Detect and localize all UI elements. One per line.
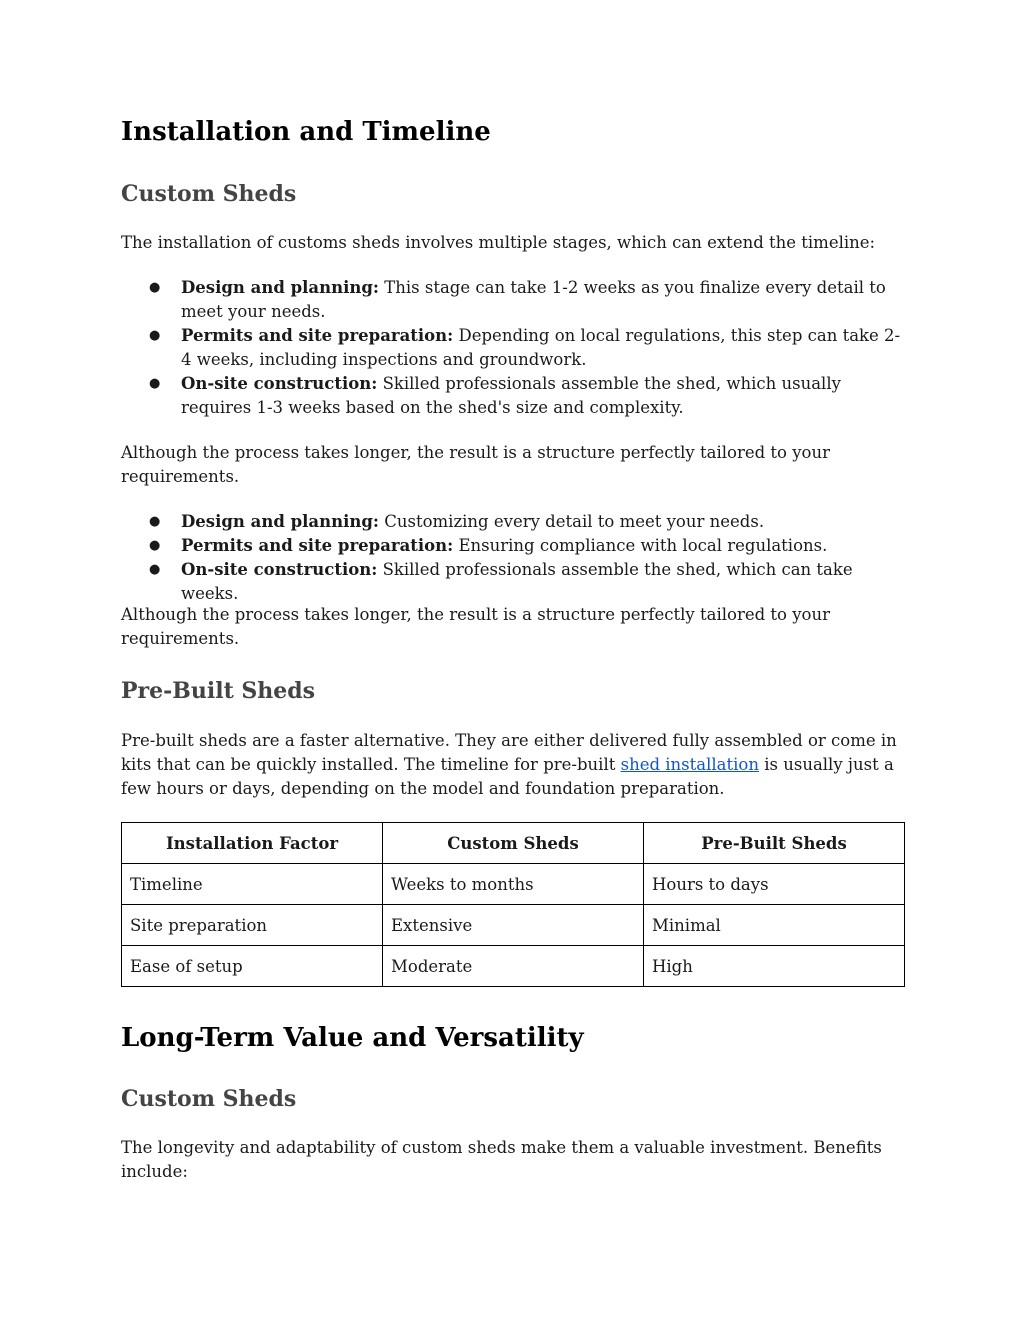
stages-list bbox=[121, 276, 905, 420]
table-cell: Weeks to months bbox=[383, 864, 644, 905]
list-item bbox=[121, 324, 905, 372]
stage-label: Permits and site preparation: bbox=[181, 536, 454, 555]
stages-short-list bbox=[121, 510, 905, 606]
stage-text: This stage can take 1-2 weeks as you finalize every detail to meet your needs. bbox=[181, 278, 886, 321]
stage-text: Skilled professionals assemble the shed, which usually requires 1-3 weeks based on the shed's size and complexity. bbox=[181, 374, 841, 417]
table-row bbox=[122, 864, 905, 905]
bullet-icon: ● bbox=[149, 514, 161, 529]
table-cell: Extensive bbox=[383, 905, 644, 946]
bullet-icon: ● bbox=[149, 376, 161, 391]
table-row bbox=[122, 905, 905, 946]
table-cell: Timeline bbox=[122, 864, 383, 905]
prebuilt-text-before: Pre-built sheds are a faster alternative. They are either delivered fully assembled or come in kits that can be quickly installed. The timeline for pre-built bbox=[121, 731, 897, 774]
stage-label: Design and planning: bbox=[181, 278, 379, 297]
stage-text: Skilled professionals assemble the shed, which can take weeks. bbox=[181, 560, 853, 603]
stage-text: Customizing every detail to meet your needs. bbox=[379, 512, 765, 531]
stage-text: Depending on local regulations, this step can take 2-4 weeks, including inspections and groundwork. bbox=[181, 326, 901, 369]
section-heading-long-term-value: Long-Term Value and Versatility bbox=[121, 1023, 584, 1053]
installation-comparison-table bbox=[121, 822, 905, 987]
table-cell: Site preparation bbox=[122, 905, 383, 946]
custom-intro-paragraph: The installation of customs sheds involves multiple stages, which can extend the timeline: bbox=[121, 233, 876, 252]
prebuilt-text-after: is usually just a few hours or days, depending on the model and foundation preparation. bbox=[121, 755, 894, 798]
list-item bbox=[121, 534, 905, 558]
table-cell: High bbox=[644, 946, 905, 987]
subheading-custom-sheds-2: Custom Sheds bbox=[121, 1086, 297, 1112]
table-cell: Hours to days bbox=[644, 864, 905, 905]
table-header-cell: Installation Factor bbox=[122, 823, 383, 864]
table-cell: Ease of setup bbox=[122, 946, 383, 987]
table-cell: Moderate bbox=[383, 946, 644, 987]
list-item bbox=[121, 558, 905, 606]
list-item bbox=[121, 510, 905, 534]
custom-summary-paragraph-2: Although the process takes longer, the result is a structure perfectly tailored to your requirements. bbox=[121, 605, 830, 648]
bullet-icon: ● bbox=[149, 562, 161, 577]
table-row bbox=[122, 946, 905, 987]
stage-label: On-site construction: bbox=[181, 560, 378, 579]
custom-summary-paragraph: Although the process takes longer, the result is a structure perfectly tailored to your requirements. bbox=[121, 443, 830, 486]
stage-text: Ensuring compliance with local regulations. bbox=[453, 536, 828, 555]
table-header-cell: Custom Sheds bbox=[383, 823, 644, 864]
table-header-cell: Pre-Built Sheds bbox=[644, 823, 905, 864]
table-cell: Minimal bbox=[644, 905, 905, 946]
longevity-paragraph: The longevity and adaptability of custom sheds make them a valuable investment. Benefits include: bbox=[121, 1138, 882, 1181]
prebuilt-paragraph bbox=[121, 729, 905, 801]
shed-installation-link[interactable]: shed installation bbox=[620, 755, 759, 774]
bullet-icon: ● bbox=[149, 328, 161, 343]
bullet-icon: ● bbox=[149, 280, 161, 295]
list-item bbox=[121, 372, 905, 420]
list-item bbox=[121, 276, 905, 324]
subheading-custom-sheds: Custom Sheds bbox=[121, 181, 297, 207]
stage-label: On-site construction: bbox=[181, 374, 378, 393]
stage-label: Design and planning: bbox=[181, 512, 379, 531]
section-heading-installation: Installation and Timeline bbox=[121, 117, 491, 147]
bullet-icon: ● bbox=[149, 538, 161, 553]
table-header-row bbox=[122, 823, 905, 864]
subheading-prebuilt-sheds: Pre-Built Sheds bbox=[121, 678, 316, 704]
stage-label: Permits and site preparation: bbox=[181, 326, 454, 345]
